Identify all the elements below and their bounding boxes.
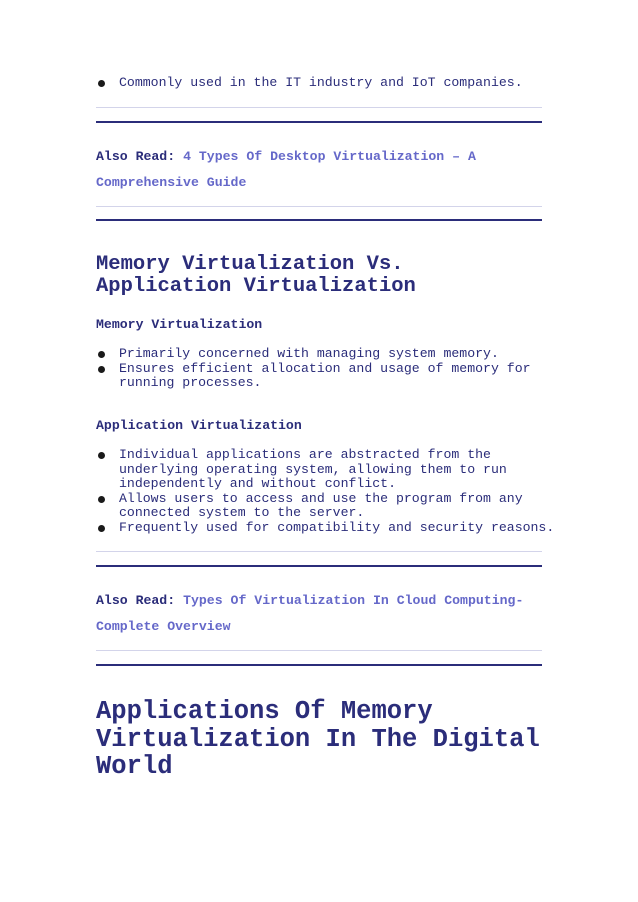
divider-thick bbox=[96, 121, 542, 123]
also-read-link[interactable]: Types Of Virtualization In Cloud Computing-Complete Overview bbox=[96, 593, 524, 634]
also-read-link[interactable]: 4 Types Of Desktop Virtualization – A Comprehensive Guide bbox=[96, 149, 476, 190]
list-item: Ensures efficient allocation and usage of memory for running processes. bbox=[96, 362, 556, 391]
list-item: Frequently used for compatibility and security reasons. bbox=[96, 521, 558, 536]
section-title: Memory Virtualization Vs. Application Virtualization bbox=[96, 253, 416, 298]
divider-thin bbox=[96, 206, 542, 207]
divider-thin bbox=[96, 551, 542, 552]
subsection-heading-memory: Memory Virtualization bbox=[96, 317, 263, 332]
list-item: Individual applications are abstracted from the underlying operating system, allowing them to run independently and without conflict. bbox=[96, 448, 558, 492]
section-title: Applications Of Memory Virtualization In The Digital World bbox=[96, 697, 540, 781]
divider-thick bbox=[96, 219, 542, 221]
divider-thin bbox=[96, 107, 542, 108]
list-item: Allows users to access and use the program from any connected system to the server. bbox=[96, 492, 558, 521]
application-bullet-list bbox=[96, 448, 558, 536]
also-read-label: Also Read: bbox=[96, 593, 176, 608]
subsection-heading-application: Application Virtualization bbox=[96, 418, 302, 433]
also-read-block bbox=[96, 144, 542, 196]
list-item: Commonly used in the IT industry and IoT companies. bbox=[96, 76, 556, 91]
divider-thick bbox=[96, 565, 542, 567]
also-read-label: Also Read: bbox=[96, 149, 176, 164]
divider-thin bbox=[96, 650, 542, 651]
divider-thick bbox=[96, 664, 542, 666]
list-item: Primarily concerned with managing system memory. bbox=[96, 347, 556, 362]
also-read-block bbox=[96, 588, 542, 640]
memory-bullet-list bbox=[96, 347, 556, 391]
top-bullet-list bbox=[96, 76, 556, 91]
